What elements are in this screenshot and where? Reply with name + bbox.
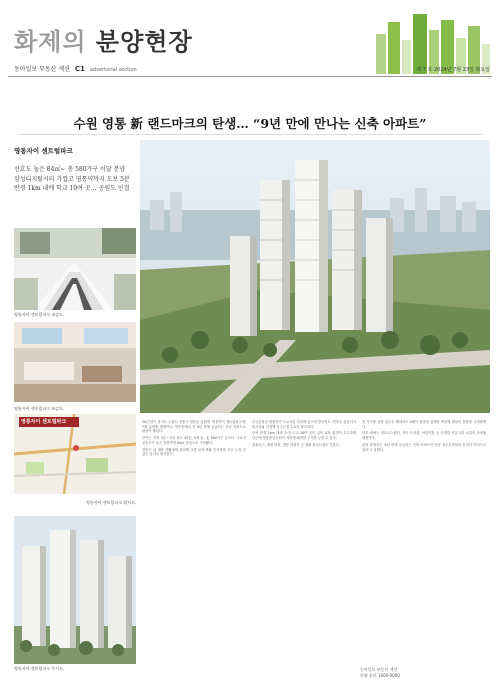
paragraph: 홈플러스, 대형 병원, 영통 학원가 등 생활 편의시설도 가깝다. [252,442,340,447]
paragraph: 분양 관계자는 '9년 만에 공급되는 신축 아파트인 만큼 실수요자들의 문의가 이어지고 있다'고 말했다. [362,442,486,452]
body-column-2 [252,420,356,664]
section-title-part-2: 분양현장 [95,28,193,56]
paragraph: 영통구 내 대표 생활권에 위치해 교통·교육·생활 인프라를 모두 누릴 수 있는 입지로 평가된다. [142,447,246,457]
issue-info: 제 7 호 2024년 7월 23일 화요일 [416,67,490,73]
masthead-rule [8,76,492,77]
section-title [14,22,193,57]
masthead [0,0,500,92]
caption-photo2: 영통자이 센트럴파크 조감도. [14,406,65,411]
paragraph: 단지 내에는 피트니스센터, 작은 도서관, 어린이집 등 다양한 커뮤니티 시설이 조성될 예정이다. [362,431,486,441]
paper-name: 동아일보 부동산 섹션 [14,66,70,73]
plaza-illustration [14,228,136,310]
sidebar [14,146,136,194]
paragraph: 수인분당선 영통역이 도보 5분 거리에 있으며 망포역도 가깝다. 삼성디지털시티와 인접해 직주근접 수요가 풍부하다. [252,420,356,429]
paragraph: 단지 반경 1km 내에 초·중·고교 10여 곳이 있어 교육 환경이 우수하며 인근에 영통중앙공원이 자리해 쾌적한 주거를 누릴 수 있다. [252,431,356,441]
body-column-3 [362,420,486,660]
photo-aerial-rendering [140,140,490,413]
headline: 수원 영통 新 랜드마크의 탄생… “9년 만에 만나는 신축 아파트” [73,116,427,131]
caption-photo4: 영통자이 센트럴파크 투시도. [14,666,65,671]
section-code: C1 [74,65,85,73]
lounge-illustration [14,322,136,402]
map-illustration [14,414,136,494]
map-label: 영통자이 센트럴파크 [21,419,67,425]
towers-illustration [14,516,136,664]
sidebar-bullet: 선호도 높은 84㎡~ 총 580가구 이달 분양 [14,166,126,173]
paragraph: 단지는 지하 3층~지상 최고 29층, 5개 동, 총 580가구 규모다. 수요자 선호도가 높은 전용면적 84㎡ 중심으로 구성됐다. [142,436,246,445]
section-en: advertorial section [89,67,137,73]
paragraph: GS건설이 경기도 수원시 영통구 영통동 일원에 '영통자이 센트럴파크'를 7월 분양할 예정이다. 영통동에서 약 9년 만에 공급되는 신규 아파트로 관심이 쏠린다. [142,420,246,434]
caption-photo1: 영통자이 센트럴파크 조감도. [14,312,65,317]
body-column-1 [142,420,246,664]
paragraph: 전 가구를 남향 위주로 배치하고 4베이 판상형 설계를 적용해 채광과 통풍을 극대화했다. [362,420,486,429]
aerial-illustration [140,140,490,413]
photo-plaza [14,228,136,310]
photo-towers [14,516,136,664]
photo-lounge [14,322,136,402]
footer-line-2: 분양 문의 1600-0000 [360,673,400,678]
masthead-subline [14,64,137,73]
skyline-illustration [370,10,492,74]
headline-rule [18,134,482,135]
sidebar-bullet: 삼성디지털시티 가깝고 영통역까지 도보 5분 [14,175,130,183]
section-title-part-1: 화제의 [14,28,87,56]
location-map [14,414,136,494]
caption-photo3: 영통자이 센트럴파크 위치도. [86,500,137,505]
sidebar-title: 영통자이 센트럴파크 [14,147,73,155]
footer-line-1: 동아일보 부동산 섹션 [360,667,398,672]
sidebar-bullet: 반경 1km 내에 학교 10여 곳… 공원도 인접 [14,185,130,192]
